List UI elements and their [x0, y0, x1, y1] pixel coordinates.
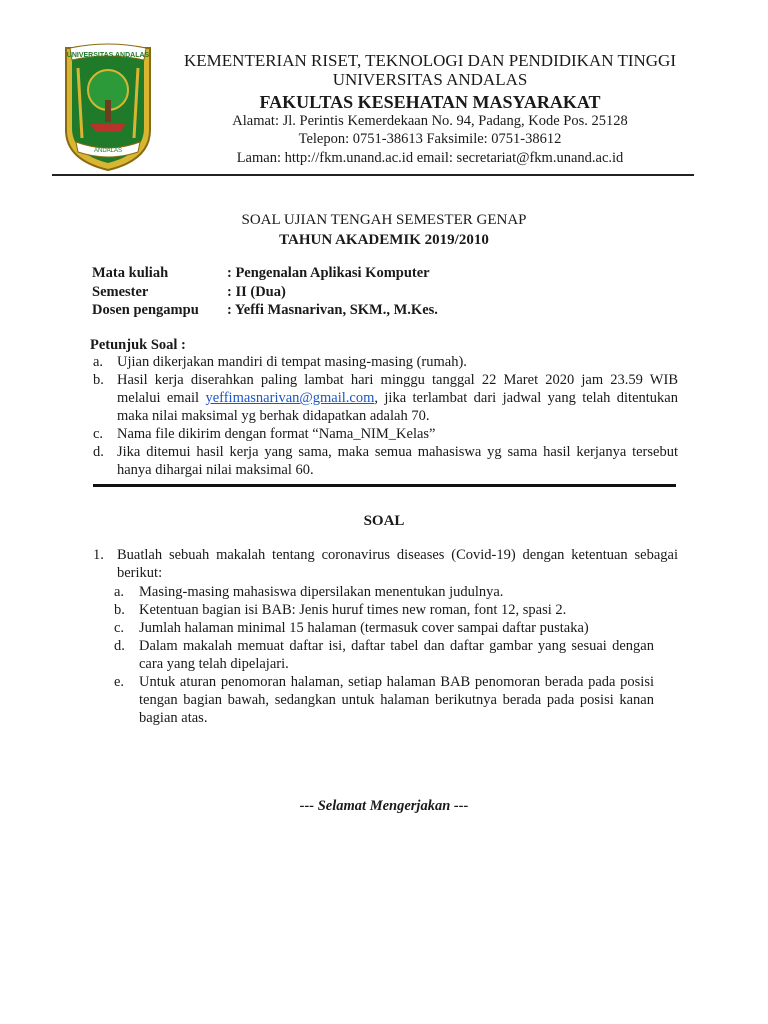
item-text: Hasil kerja diserahkan paling lambat hari minggu tanggal 22 Maret 2020 jam 23.59 WIB melalui email [117, 372, 678, 406]
instruction-item [93, 443, 678, 479]
meta-value: : Yeffi Masnarivan, SKM., M.Kes. [227, 302, 438, 318]
question-subitem [92, 583, 654, 601]
meta-row [92, 284, 286, 301]
address-line: Alamat: Jl. Perintis Kemerdekaan No. 94, Padang, Kode Pos. 25128 [232, 113, 628, 129]
question-subitem [92, 637, 654, 673]
instruction-item [93, 353, 678, 371]
meta-row [92, 265, 430, 282]
item-text: , jika terlambat dari jadwal yang telah ditentukan maka nilai maksimal yg berhak didapatkan adalah 70. [117, 390, 678, 424]
ministry-name: KEMENTERIAN RISET, TEKNOLOGI DAN PENDIDIKAN TINGGI [184, 51, 676, 70]
question-subitem [92, 601, 654, 619]
subitem-text: Ketentuan bagian isi BAB: Jenis huruf times new roman, font 12, spasi 2. [139, 602, 567, 618]
instruction-item [93, 371, 678, 425]
university-logo [60, 42, 156, 174]
meta-value: : II (Dua) [227, 284, 286, 300]
subitem-marker: e. [114, 674, 125, 690]
section-divider [93, 484, 676, 487]
subitem-text: Untuk aturan penomoran halaman, setiap halaman BAB penomoran berada pada posisi tengan bagian bawah, sedangkan untuk halaman berikutnya berada pada posisi kanan bagian atas. [139, 674, 654, 726]
question-subitem [92, 673, 654, 727]
exam-title: SOAL UJIAN TENGAH SEMESTER GENAP [241, 212, 527, 228]
meta-row [92, 302, 438, 319]
item-marker: c. [93, 426, 104, 442]
subitem-marker: c. [114, 620, 125, 636]
closing-text: --- Selamat Mengerjakan --- [299, 798, 469, 814]
subitem-text: Jumlah halaman minimal 15 halaman (termasuk cover sampai daftar pustaka) [139, 620, 589, 636]
meta-label: Mata kuliah [92, 265, 169, 281]
question-text: Buatlah sebuah makalah tentang coronavirus diseases (Covid-19) dengan ketentuan sebagai berikut: [117, 547, 678, 581]
question-subitem [92, 619, 654, 637]
item-text-wrap [117, 371, 678, 425]
web-line: Laman: http://fkm.unand.ac.id email: secretariat@fkm.unand.ac.id [236, 150, 624, 166]
phone-line: Telepon: 0751-38613 Faksimile: 0751-38612 [298, 131, 562, 147]
faculty-name: FAKULTAS KESEHATAN MASYARAKAT [259, 92, 601, 112]
university-name: UNIVERSITAS ANDALAS [332, 70, 528, 89]
email-link[interactable]: yeffimasnarivan@gmail.com [205, 390, 375, 406]
subitem-marker: b. [114, 602, 125, 618]
questions-heading: SOAL [363, 513, 405, 529]
meta-label: Semester [92, 284, 149, 300]
item-text: Ujian dikerjakan mandiri di tempat masing-masing (rumah). [117, 354, 467, 370]
logo-bottom-text: ANDALAS [93, 148, 123, 154]
item-marker: d. [93, 444, 104, 460]
logo-top-text: UNIVERSITAS ANDALAS [66, 52, 150, 59]
meta-value: : Pengenalan Aplikasi Komputer [227, 265, 430, 281]
subitem-text: Masing-masing mahasiswa dipersilakan menentukan judulnya. [139, 584, 504, 600]
item-text: Jika ditemui hasil kerja yang sama, maka semua mahasiswa yg sama hasil kerjanya tersebut hanya dihargai nilai maksimal 60. [117, 444, 678, 478]
meta-label: Dosen pengampu [92, 302, 199, 318]
question-item [93, 546, 678, 582]
item-marker: a. [93, 354, 104, 370]
instructions-heading: Petunjuk Soal : [90, 337, 186, 353]
subitem-marker: d. [114, 638, 125, 654]
subitem-marker: a. [114, 584, 125, 600]
academic-year: TAHUN AKADEMIK 2019/2010 [279, 232, 489, 248]
question-marker: 1. [93, 547, 104, 563]
item-marker: b. [93, 372, 104, 388]
item-text: Nama file dikirim dengan format “Nama_NIM_Kelas” [117, 426, 436, 442]
subitem-text: Dalam makalah memuat daftar isi, daftar tabel dan daftar gambar yang sesuai dengan cara yang telah dipelajari. [139, 638, 654, 672]
instruction-item [93, 425, 678, 443]
letterhead-divider [52, 174, 694, 176]
